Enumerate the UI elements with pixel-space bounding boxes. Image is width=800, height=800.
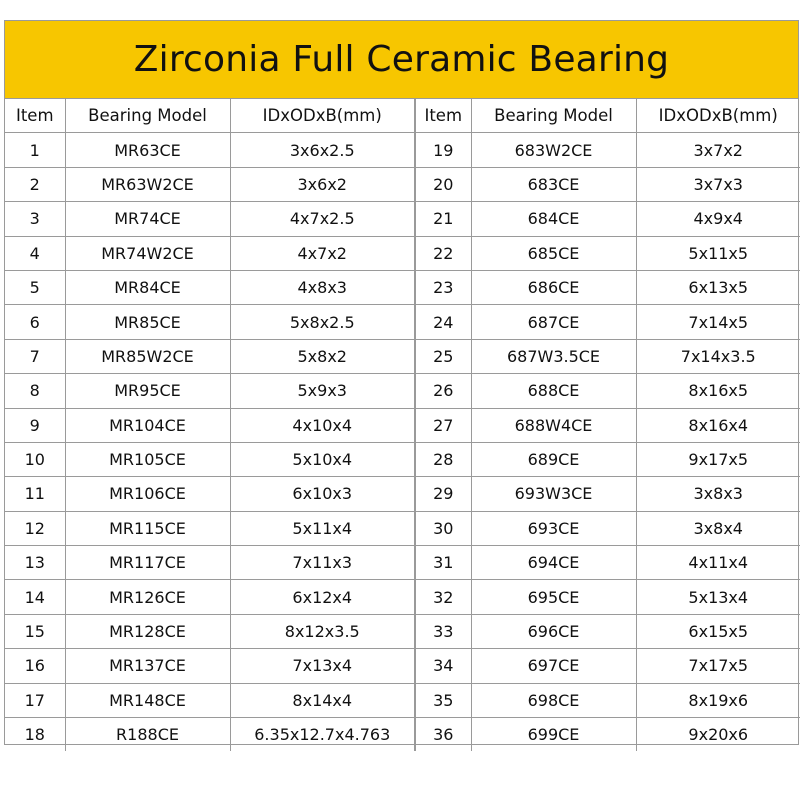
cell-item-right: 25: [415, 339, 471, 373]
table-row: [5, 546, 800, 580]
cell-model-right: 693CE: [471, 511, 636, 545]
cell-model-right: 684CE: [471, 202, 636, 236]
cell-model-right: 685CE: [471, 236, 636, 270]
cell-item-right: 24: [415, 305, 471, 339]
table-row: [5, 202, 800, 236]
cell-dims-right: 7x17x5: [636, 649, 800, 683]
cell-dims-right: 3x7x2: [636, 133, 800, 167]
cell-dims-left: 7x11x3: [230, 546, 415, 580]
cell-model-left: MR85W2CE: [65, 339, 230, 373]
cell-item-right: 36: [415, 718, 471, 752]
cell-item-left: 10: [5, 442, 65, 476]
cell-dims-right: 5x11x5: [636, 236, 800, 270]
cell-model-right: 699CE: [471, 718, 636, 752]
cell-item-left: 17: [5, 683, 65, 717]
cell-model-right: 688CE: [471, 374, 636, 408]
cell-dims-left: 5x10x4: [230, 442, 415, 476]
cell-dims-right: 9x20x6: [636, 718, 800, 752]
header-dims-right: IDxODxB(mm): [636, 99, 800, 133]
cell-model-right: 687W3.5CE: [471, 339, 636, 373]
cell-dims-right: 3x7x3: [636, 167, 800, 201]
cell-item-left: 15: [5, 614, 65, 648]
header-dims-left: IDxODxB(mm): [230, 99, 415, 133]
cell-model-left: MR95CE: [65, 374, 230, 408]
cell-model-left: MR74CE: [65, 202, 230, 236]
cell-model-left: MR117CE: [65, 546, 230, 580]
cell-model-right: 687CE: [471, 305, 636, 339]
bearing-table: [5, 99, 800, 751]
cell-item-right: 23: [415, 270, 471, 304]
cell-dims-left: 5x9x3: [230, 374, 415, 408]
table-row: [5, 408, 800, 442]
cell-model-right: 689CE: [471, 442, 636, 476]
table-row: [5, 614, 800, 648]
cell-model-left: MR74W2CE: [65, 236, 230, 270]
cell-dims-left: 5x8x2.5: [230, 305, 415, 339]
cell-item-left: 14: [5, 580, 65, 614]
cell-model-right: 686CE: [471, 270, 636, 304]
cell-dims-left: 5x11x4: [230, 511, 415, 545]
cell-item-left: 2: [5, 167, 65, 201]
cell-model-left: MR63CE: [65, 133, 230, 167]
cell-dims-left: 4x7x2: [230, 236, 415, 270]
table-row: [5, 270, 800, 304]
cell-model-left: R188CE: [65, 718, 230, 752]
cell-dims-right: 8x19x6: [636, 683, 800, 717]
cell-dims-right: 8x16x5: [636, 374, 800, 408]
cell-dims-left: 8x12x3.5: [230, 614, 415, 648]
cell-item-right: 27: [415, 408, 471, 442]
cell-item-left: 13: [5, 546, 65, 580]
cell-model-right: 697CE: [471, 649, 636, 683]
header-item-left: Item: [5, 99, 65, 133]
cell-model-left: MR104CE: [65, 408, 230, 442]
cell-item-right: 19: [415, 133, 471, 167]
cell-item-right: 29: [415, 477, 471, 511]
table-row: [5, 683, 800, 717]
cell-item-right: 35: [415, 683, 471, 717]
cell-dims-left: 6.35x12.7x4.763: [230, 718, 415, 752]
cell-dims-right: 3x8x4: [636, 511, 800, 545]
cell-dims-right: 8x16x4: [636, 408, 800, 442]
cell-dims-right: 9x17x5: [636, 442, 800, 476]
table-row: [5, 649, 800, 683]
table-row: [5, 511, 800, 545]
table-row: [5, 236, 800, 270]
table-row: [5, 442, 800, 476]
header-model-left: Bearing Model: [65, 99, 230, 133]
cell-dims-right: 3x8x3: [636, 477, 800, 511]
cell-dims-right: 6x13x5: [636, 270, 800, 304]
cell-item-right: 33: [415, 614, 471, 648]
cell-model-right: 695CE: [471, 580, 636, 614]
cell-model-right: 698CE: [471, 683, 636, 717]
cell-item-right: 34: [415, 649, 471, 683]
cell-item-left: 5: [5, 270, 65, 304]
cell-item-right: 21: [415, 202, 471, 236]
cell-dims-right: 7x14x3.5: [636, 339, 800, 373]
cell-dims-left: 5x8x2: [230, 339, 415, 373]
cell-item-left: 18: [5, 718, 65, 752]
cell-model-left: MR148CE: [65, 683, 230, 717]
cell-item-left: 6: [5, 305, 65, 339]
cell-item-left: 11: [5, 477, 65, 511]
cell-dims-left: 4x8x3: [230, 270, 415, 304]
cell-model-left: MR115CE: [65, 511, 230, 545]
cell-item-left: 12: [5, 511, 65, 545]
cell-model-left: MR137CE: [65, 649, 230, 683]
cell-model-left: MR63W2CE: [65, 167, 230, 201]
cell-item-left: 1: [5, 133, 65, 167]
cell-model-right: 688W4CE: [471, 408, 636, 442]
cell-item-right: 32: [415, 580, 471, 614]
cell-item-left: 8: [5, 374, 65, 408]
cell-item-right: 28: [415, 442, 471, 476]
table-header-row: [5, 99, 800, 133]
cell-dims-right: 6x15x5: [636, 614, 800, 648]
cell-model-left: MR85CE: [65, 305, 230, 339]
cell-item-right: 30: [415, 511, 471, 545]
cell-model-right: 693W3CE: [471, 477, 636, 511]
cell-model-right: 696CE: [471, 614, 636, 648]
cell-dims-left: 4x7x2.5: [230, 202, 415, 236]
cell-dims-right: 4x9x4: [636, 202, 800, 236]
cell-dims-left: 3x6x2.5: [230, 133, 415, 167]
header-item-right: Item: [415, 99, 471, 133]
cell-dims-left: 6x12x4: [230, 580, 415, 614]
cell-model-right: 694CE: [471, 546, 636, 580]
table-row: [5, 339, 800, 373]
table-body: [5, 133, 800, 752]
cell-model-right: 683CE: [471, 167, 636, 201]
cell-dims-left: 3x6x2: [230, 167, 415, 201]
cell-item-right: 31: [415, 546, 471, 580]
header-model-right: Bearing Model: [471, 99, 636, 133]
cell-dims-left: 8x14x4: [230, 683, 415, 717]
cell-dims-right: 7x14x5: [636, 305, 800, 339]
cell-item-right: 26: [415, 374, 471, 408]
page-title: Zirconia Full Ceramic Bearing: [5, 21, 798, 99]
cell-dims-right: 4x11x4: [636, 546, 800, 580]
table-row: [5, 477, 800, 511]
cell-model-right: 683W2CE: [471, 133, 636, 167]
cell-item-left: 16: [5, 649, 65, 683]
cell-item-left: 9: [5, 408, 65, 442]
bearing-spec-sheet: [4, 20, 799, 745]
table-row: [5, 374, 800, 408]
table-row: [5, 167, 800, 201]
table-row: [5, 580, 800, 614]
cell-dims-right: 5x13x4: [636, 580, 800, 614]
cell-item-right: 20: [415, 167, 471, 201]
table-row: [5, 305, 800, 339]
cell-dims-left: 4x10x4: [230, 408, 415, 442]
cell-item-right: 22: [415, 236, 471, 270]
cell-item-left: 7: [5, 339, 65, 373]
table-row: [5, 133, 800, 167]
cell-model-left: MR106CE: [65, 477, 230, 511]
cell-dims-left: 6x10x3: [230, 477, 415, 511]
cell-model-left: MR84CE: [65, 270, 230, 304]
cell-model-left: MR105CE: [65, 442, 230, 476]
cell-item-left: 4: [5, 236, 65, 270]
table-row: [5, 718, 800, 752]
cell-model-left: MR126CE: [65, 580, 230, 614]
cell-model-left: MR128CE: [65, 614, 230, 648]
cell-item-left: 3: [5, 202, 65, 236]
cell-dims-left: 7x13x4: [230, 649, 415, 683]
